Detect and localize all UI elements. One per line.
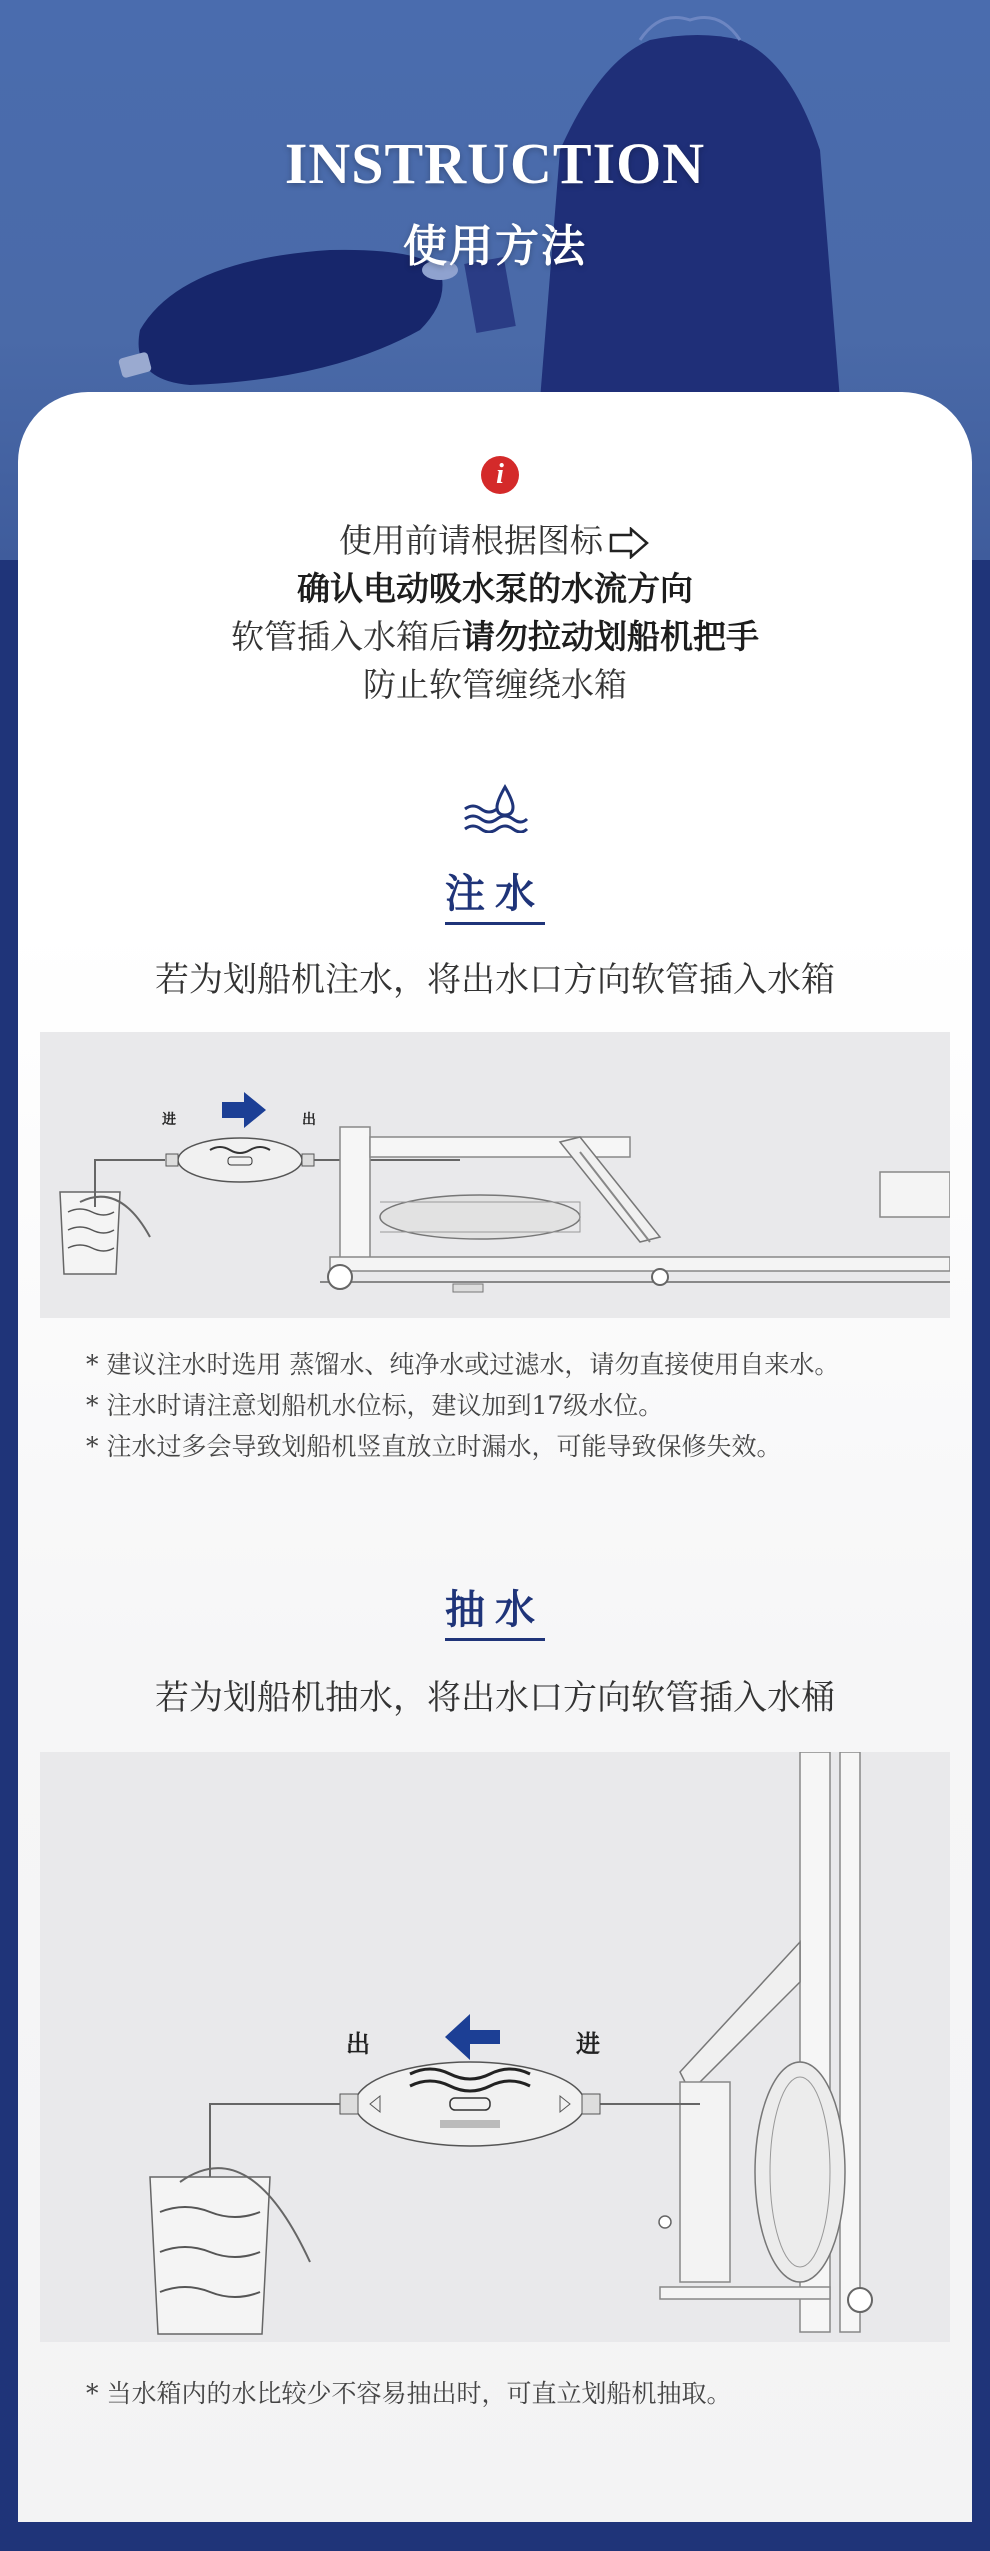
flow-direction-left-arrow bbox=[445, 2014, 500, 2060]
drain-section-title: 抽水 bbox=[445, 1587, 545, 1633]
arrow-right-outline-icon bbox=[609, 527, 651, 559]
drain-section-description: 若为划船机抽水，将出水口方向软管插入水桶 bbox=[155, 1678, 835, 1718]
intro-line-1-text: 使用前请根据图标 bbox=[339, 521, 603, 560]
flow-direction-right-arrow bbox=[222, 1092, 266, 1128]
drain-label-out: 出 bbox=[346, 2030, 370, 2058]
intro-line-3-normal: 软管插入水箱后 bbox=[231, 617, 462, 656]
hero-subtitle: 使用方法 bbox=[403, 221, 587, 272]
fill-label-out: 出 bbox=[302, 1112, 316, 1128]
fill-diagram-illustration bbox=[40, 1032, 950, 1318]
water-drop-waves-icon bbox=[463, 783, 529, 833]
hero-title: INSTRUCTION bbox=[284, 131, 706, 196]
drain-note-1: * 当水箱内的水比较少不容易抽出时，可直立划船机抽取。 bbox=[86, 2379, 732, 2408]
fill-diagram bbox=[40, 1032, 950, 1318]
info-icon: i bbox=[481, 456, 519, 494]
fill-note-3: * 注水过多会导致划船机竖直放立时漏水，可能导致保修失效。 bbox=[86, 1432, 782, 1461]
drain-diagram-illustration bbox=[40, 1752, 950, 2342]
intro-line-4 bbox=[0, 659, 990, 706]
fill-title-underline bbox=[445, 922, 545, 925]
fill-section-title: 注水 bbox=[445, 871, 545, 917]
intro-line-1 bbox=[0, 515, 990, 562]
drain-diagram bbox=[40, 1752, 950, 2342]
intro-line-2-text: 确认电动吸水泵的水流方向 bbox=[297, 569, 693, 608]
intro-line-4-text: 防止软管缠绕水箱 bbox=[363, 665, 627, 704]
fill-section-description: 若为划船机注水，将出水口方向软管插入水箱 bbox=[155, 960, 835, 1000]
fill-note-2: * 注水时请注意划船机水位标，建议加到17级水位。 bbox=[86, 1391, 664, 1420]
intro-line-3 bbox=[0, 611, 990, 658]
drain-label-in: 进 bbox=[576, 2030, 600, 2058]
fill-label-in: 进 bbox=[162, 1112, 176, 1128]
fill-note-1: * 建议注水时选用 蒸馏水、纯净水或过滤水，请勿直接使用自来水。 bbox=[86, 1350, 840, 1379]
drain-title-underline bbox=[445, 1638, 545, 1641]
intro-line-2 bbox=[0, 563, 990, 610]
intro-line-3-bold: 请勿拉动划船机把手 bbox=[462, 617, 759, 656]
